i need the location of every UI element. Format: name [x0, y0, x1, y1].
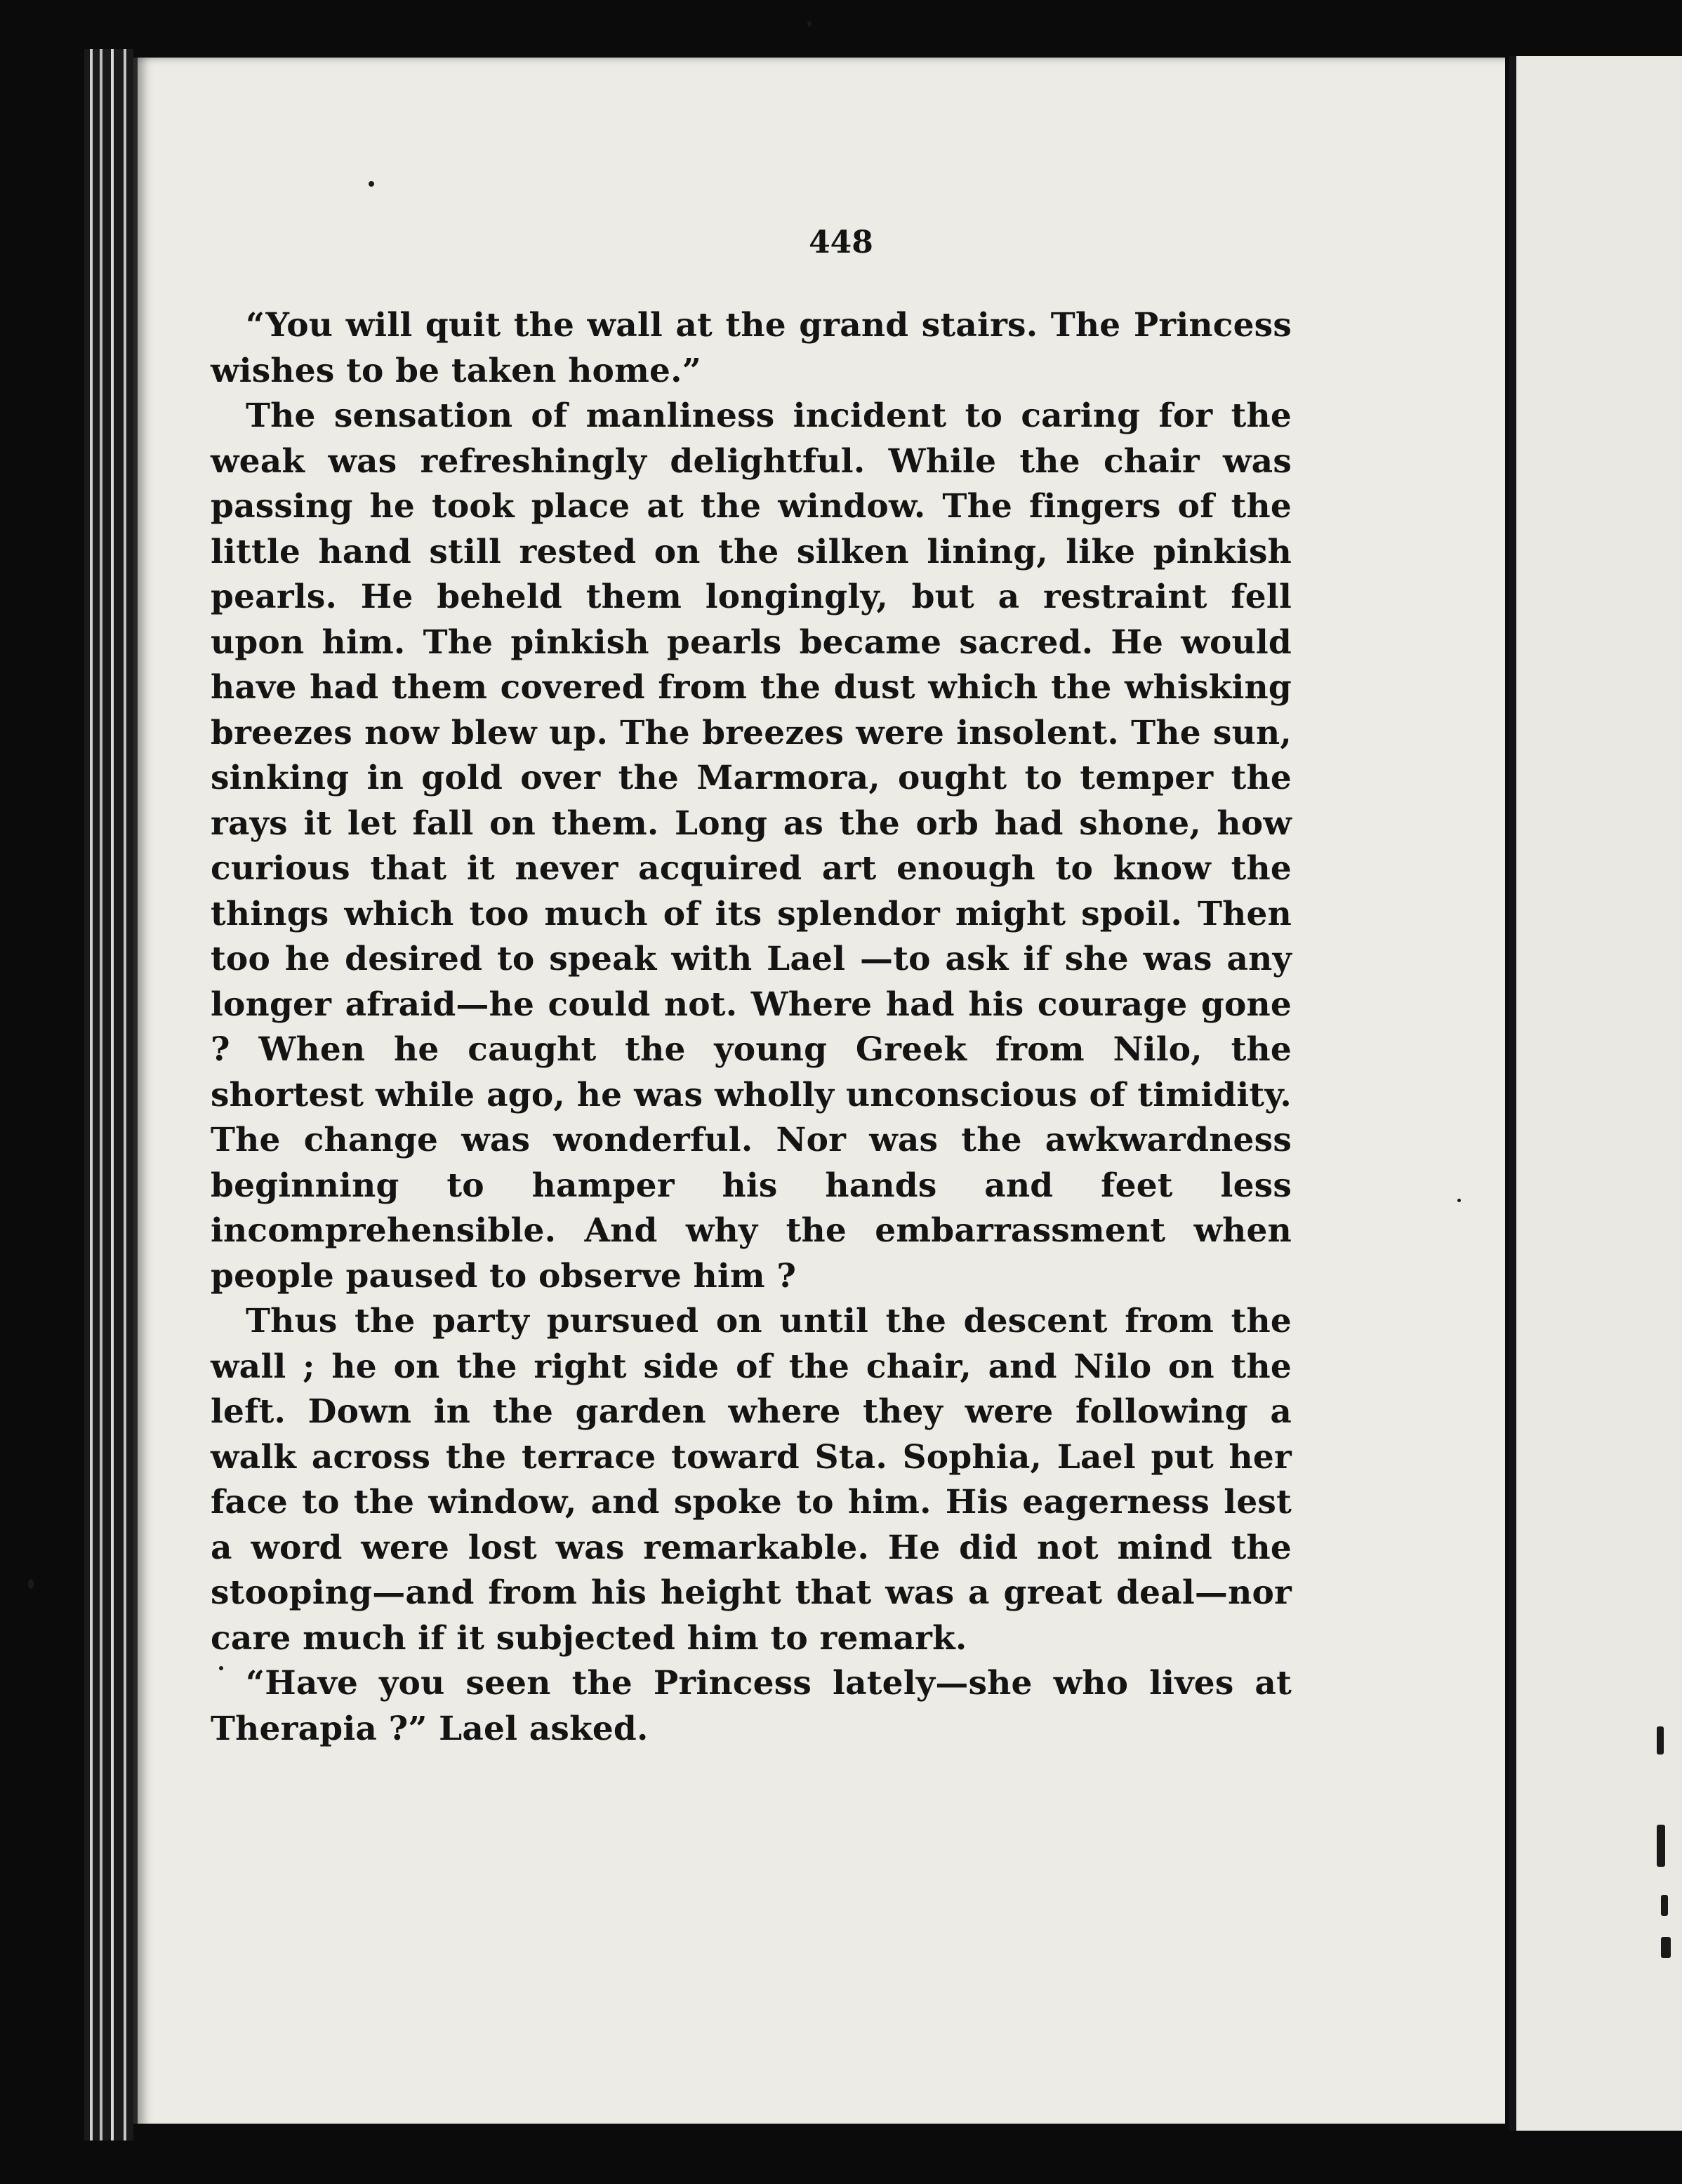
- scan-speck: [807, 21, 812, 27]
- book-page-edges: [84, 49, 133, 2140]
- scan-speck: [28, 1579, 34, 1589]
- facing-page-mark: [1661, 1895, 1668, 1916]
- paragraph: Thus the party pursued on until the descent from the wall ; he on the right side of the chair, and Nilo on the left. Down in the garden where they were following a walk across the terrace toward Sta. Sophia, Lael put her face to the window, and spoke to him. His eagerness lest a word were lost was remarkable. He did not mind the stooping—and from his height that was a great deal—nor care much if it subjected him to remark.: [211, 1302, 1292, 1658]
- page-number: 448: [809, 225, 873, 260]
- facing-page-mark: [1657, 1726, 1664, 1754]
- folio-row: [0, 225, 1682, 267]
- scan-speck: [369, 181, 374, 187]
- facing-page: [1509, 56, 1682, 2131]
- paragraph: “You will quit the wall at the grand stairs. The Princess wishes to be taken home.”: [211, 306, 1292, 390]
- body-text: [211, 303, 1292, 1752]
- paragraph: The sensation of manliness incident to caring for the weak was refreshingly delightful. While the chair was passing he took place at the window. The fingers of the little hand still rested on the silken lining, like pinkish pearls. He beheld them longingly, but a restraint fell upon him. The pinkish pearls became sacred. He would have had them covered from the dust which the whisking breezes now blew up. The breezes were insolent. The sun, sinking in gold over the Marmora, ought to temper the rays it let fall on them. Long as the orb had shone, how curious that it never acquired art enough to know the things which too much of its splendor might spoil. Then too he desired to speak with Lael —to ask if she was any longer afraid—he could not. Where had his courage gone ? When he caught the young Greek from Nilo, the shortest while ago, he was wholly unconscious of timidity. The change was wonderful. Nor was the awkwardness beginning to hamper his hands and feet less incomprehensible. And why the embarrassment when people paused to observe him ?: [211, 397, 1292, 1296]
- facing-page-mark: [1657, 1825, 1665, 1867]
- paragraph: “Have you seen the Princess lately—she who lives at Therapia ?” Lael asked.: [211, 1664, 1292, 1748]
- scan-speck: [1457, 1199, 1461, 1202]
- facing-page-mark: [1661, 1937, 1671, 1958]
